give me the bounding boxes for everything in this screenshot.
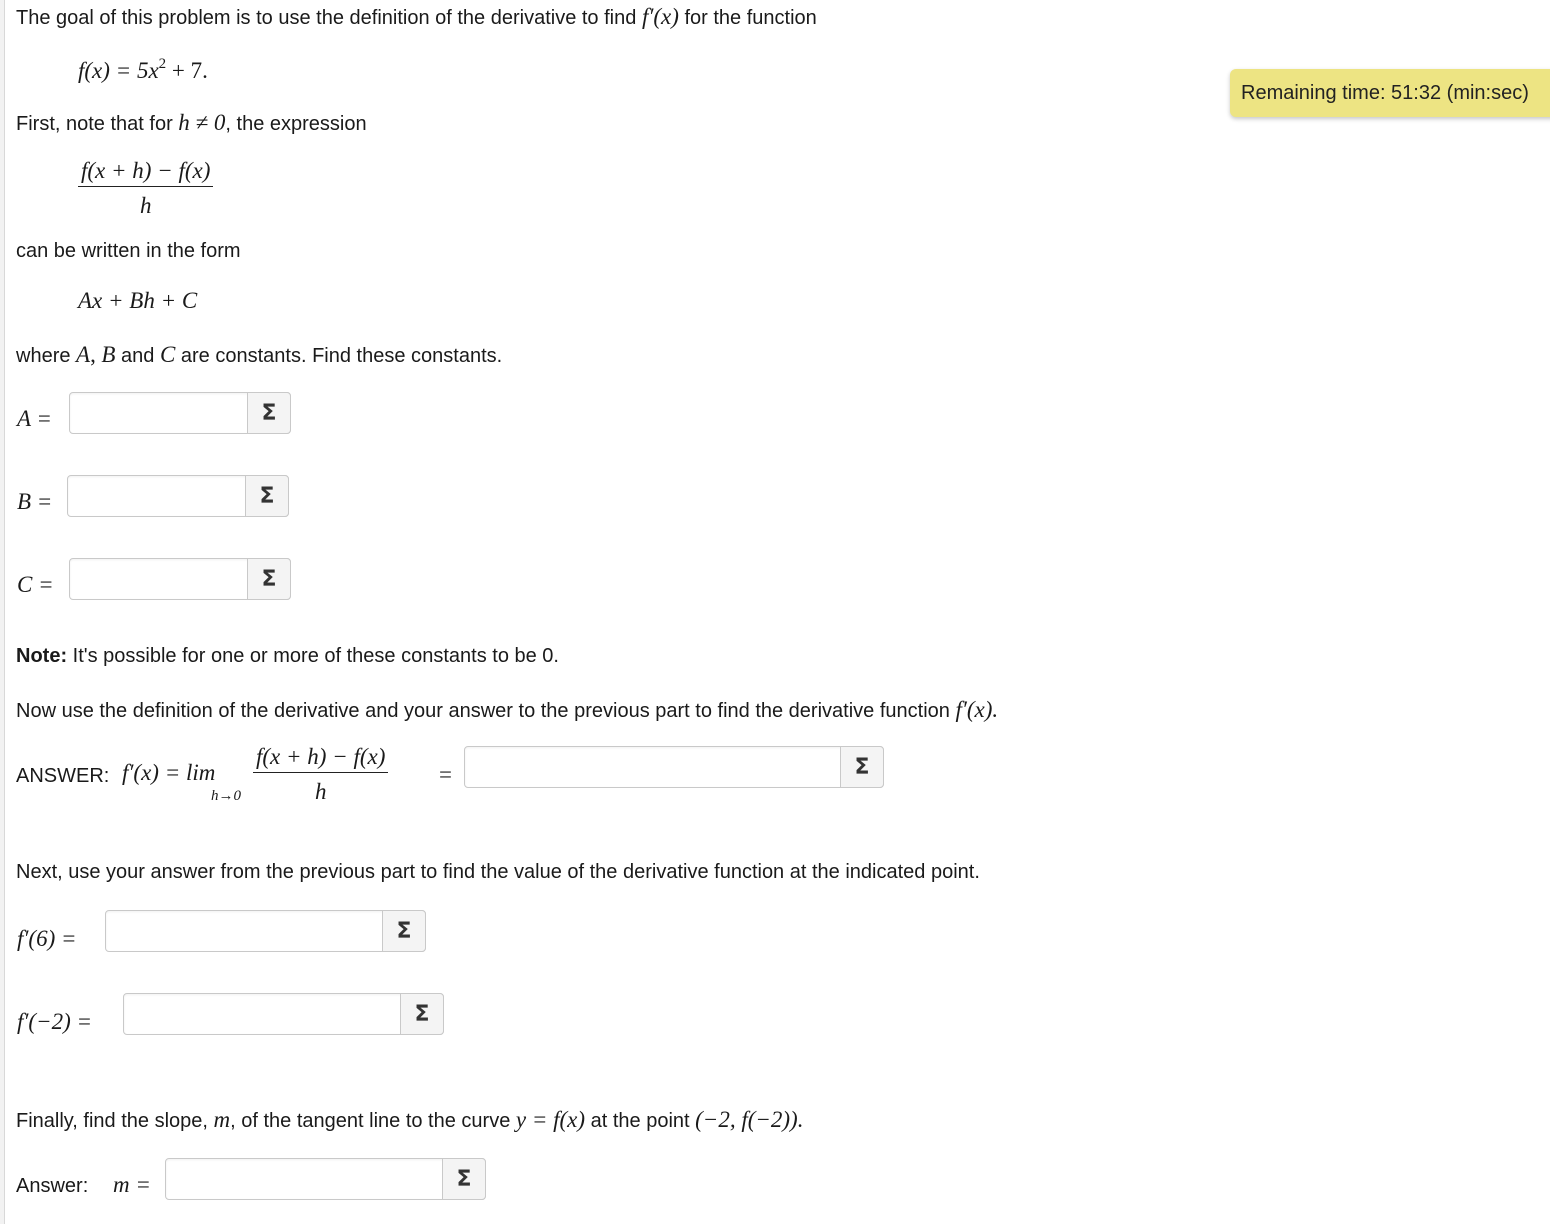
answer-box-f6 bbox=[105, 910, 426, 952]
sigma-icon[interactable]: Σ bbox=[442, 1158, 486, 1200]
remaining-time-text: Remaining time: 51:32 (min:sec) bbox=[1241, 82, 1529, 104]
label-fm2: f′(−2) = bbox=[17, 1009, 93, 1034]
form-expression: Ax + Bh + C bbox=[78, 288, 198, 313]
note-text: Note: It's possible for one or more of these constants to be 0. bbox=[16, 645, 559, 667]
problem-page bbox=[4, 0, 1550, 1224]
intro-fprime: f′(x) bbox=[641, 4, 679, 29]
input-B[interactable] bbox=[68, 476, 244, 516]
remaining-time-banner bbox=[1230, 69, 1550, 117]
answer-box-m bbox=[165, 1158, 486, 1200]
finally-text: Finally, find the slope, m, of the tangent line to the curve y = f(x) at the point (−2, f(−2)). bbox=[16, 1107, 804, 1132]
label-A: A = bbox=[17, 406, 52, 431]
answer-deriv-label: ANSWER: bbox=[16, 765, 110, 787]
quotient-numerator: f(x + h) − f(x) bbox=[78, 158, 213, 187]
answer-m-math: m = bbox=[113, 1172, 151, 1197]
sigma-icon[interactable]: Σ bbox=[400, 993, 444, 1035]
input-f6[interactable] bbox=[106, 911, 381, 951]
answer-box-B bbox=[67, 475, 289, 517]
intro-text bbox=[16, 4, 817, 30]
function-definition: $f(x) = 5x^2 + 7$. bbox=[78, 56, 208, 83]
next-text: Next, use your answer from the previous part to find the value of the derivative function at the indicated point. bbox=[16, 861, 980, 883]
label-B: B = bbox=[17, 489, 53, 514]
sigma-icon[interactable]: Σ bbox=[382, 910, 426, 952]
quotient-denominator: h bbox=[139, 193, 152, 218]
answer-box-C bbox=[69, 558, 291, 600]
intro-trail: for the function bbox=[684, 7, 817, 29]
note-h-text: First, note that for h ≠ 0, the expression bbox=[16, 110, 367, 135]
answer-box-derivative bbox=[464, 746, 884, 788]
input-derivative[interactable] bbox=[465, 747, 839, 787]
form-lead: can be written in the form bbox=[16, 240, 241, 262]
answer-box-fm2 bbox=[123, 993, 444, 1035]
input-A[interactable] bbox=[70, 393, 246, 433]
label-f6: f′(6) = bbox=[17, 926, 77, 951]
sigma-icon[interactable]: Σ bbox=[247, 392, 291, 434]
answer-m-label: Answer: bbox=[16, 1175, 89, 1197]
limit-subscript: h→0 bbox=[211, 788, 241, 804]
where-text: where A, B and C are constants. Find these constants. bbox=[16, 342, 503, 367]
difference-quotient bbox=[78, 158, 213, 219]
label-C: C = bbox=[17, 572, 54, 597]
answer-box-A bbox=[69, 392, 291, 434]
sigma-icon[interactable]: Σ bbox=[247, 558, 291, 600]
answer-deriv-quotient: $\frac{f(x + h) - f(x)}{h}$ bbox=[253, 744, 388, 805]
intro-lead: The goal of this problem is to use the definition of the derivative to find bbox=[16, 7, 637, 29]
answer-deriv-lhs: f′(x) = lim bbox=[122, 760, 216, 785]
answer-deriv-equals: = bbox=[439, 762, 452, 787]
input-m[interactable] bbox=[166, 1159, 441, 1199]
sigma-icon[interactable]: Σ bbox=[840, 746, 884, 788]
input-fm2[interactable] bbox=[124, 994, 399, 1034]
sigma-icon[interactable]: Σ bbox=[245, 475, 289, 517]
input-C[interactable] bbox=[70, 559, 246, 599]
now-use-text: Now use the definition of the derivative and your answer to the previous part to find the derivative function f′(x). bbox=[16, 697, 999, 722]
